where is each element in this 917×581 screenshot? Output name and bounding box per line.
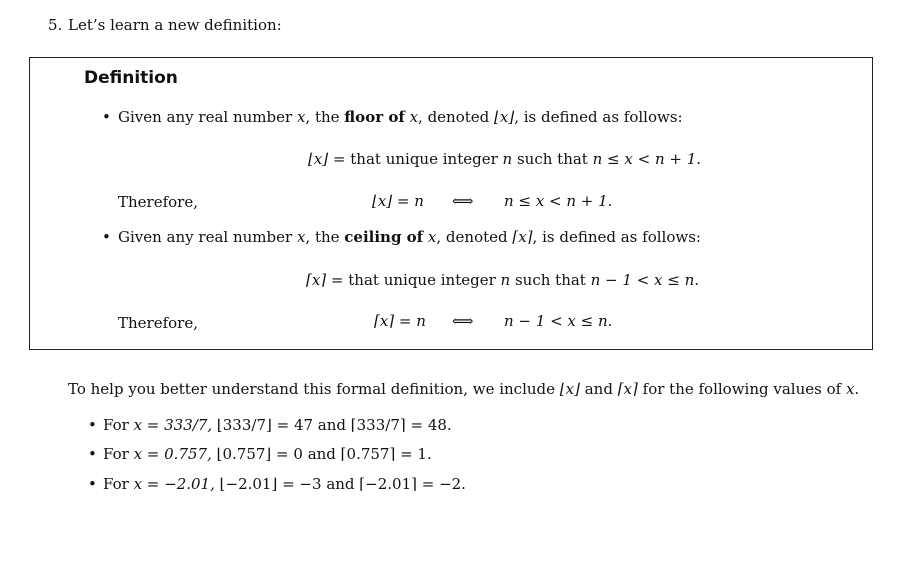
- floor-therefore-label: Therefore,: [118, 193, 198, 211]
- ceiling-text-post: , is defined as follows:: [532, 228, 701, 246]
- example-bullet: •: [88, 475, 97, 493]
- examples-intro-floor: ⌊x⌋: [559, 380, 580, 398]
- examples-intro: [68, 380, 859, 398]
- ceiling-text-pre: Given any real number: [118, 228, 297, 246]
- example-ceil: ⌈−2.01⌉ = −2.: [359, 475, 466, 493]
- floor-text-mid3: , denoted: [418, 108, 495, 126]
- floor-bold-term: floor of: [344, 108, 405, 126]
- ceiling-iff-right: n − 1 < x ≤ n.: [504, 312, 613, 330]
- definition-title: Definition: [84, 68, 178, 88]
- ceiling-formula-such: such that: [514, 271, 586, 289]
- list-item: [103, 416, 452, 434]
- question-number: 5.: [48, 16, 63, 34]
- ceiling-x2: x: [427, 228, 437, 246]
- floor-iff-left: ⌊x⌋ = n: [372, 192, 424, 210]
- ceiling-text-mid3: , denoted: [436, 228, 513, 246]
- ceiling-formula: [306, 271, 699, 289]
- question-intro: Let’s learn a new definition:: [68, 16, 282, 34]
- ceiling-formula-text: that unique integer: [348, 271, 496, 289]
- ceiling-iff-symbol: ⟺: [452, 312, 474, 330]
- bullet-ceiling: •: [102, 228, 111, 246]
- example-and: and: [313, 416, 351, 434]
- floor-iff-symbol: ⟺: [452, 192, 474, 210]
- examples-intro-x: x: [845, 380, 855, 398]
- example-ceil: ⌈333/7⌉ = 48.: [350, 416, 452, 434]
- example-bullet: •: [88, 416, 97, 434]
- floor-formula-right: n ≤ x < n + 1.: [592, 150, 702, 168]
- bullet-floor: •: [102, 108, 111, 126]
- examples-intro-ceil: ⌈x⌉: [617, 380, 638, 398]
- examples-intro-end: .: [854, 380, 860, 398]
- ceiling-iff-left: ⌈x⌉ = n: [374, 312, 426, 330]
- list-item: [103, 475, 466, 493]
- example-ceil: ⌈0.757⌉ = 1.: [340, 445, 432, 463]
- floor-text-mid1: , the: [305, 108, 345, 126]
- examples-intro-and: and: [579, 380, 618, 398]
- example-eq: x = −2.01,: [133, 475, 215, 493]
- examples-intro-pre: To help you better understand this formal definition, we include: [68, 380, 560, 398]
- floor-text-pre: Given any real number: [118, 108, 297, 126]
- example-and: and: [321, 475, 360, 493]
- example-eq: x = 0.757,: [133, 445, 212, 463]
- floor-formula-left: ⌊x⌋ =: [308, 150, 346, 168]
- floor-formula-such: such that: [516, 150, 588, 168]
- floor-formula-text: that unique integer: [350, 150, 498, 168]
- floor-formula-n: n: [502, 150, 513, 168]
- example-eq: x = 333/7,: [133, 416, 213, 434]
- example-and: and: [302, 445, 341, 463]
- floor-notation: ⌊x⌋: [494, 108, 515, 126]
- floor-x2: x: [409, 108, 419, 126]
- floor-definition-line: [118, 108, 683, 126]
- example-bullet: •: [88, 445, 97, 463]
- floor-text-post: , is defined as follows:: [514, 108, 683, 126]
- ceiling-x1: x: [296, 228, 306, 246]
- floor-iff-right: n ≤ x < n + 1.: [504, 192, 613, 210]
- examples-intro-post: for the following values of: [637, 380, 846, 398]
- ceiling-definition-line: [118, 228, 701, 246]
- ceiling-notation: ⌈x⌉: [512, 228, 533, 246]
- example-floor: ⌊0.757⌋ = 0: [216, 445, 303, 463]
- ceiling-therefore-label: Therefore,: [118, 314, 198, 332]
- example-label: For: [103, 445, 134, 463]
- ceiling-formula-right: n − 1 < x ≤ n.: [590, 271, 700, 289]
- floor-x1: x: [296, 108, 306, 126]
- example-floor: ⌊333/7⌋ = 47: [216, 416, 314, 434]
- example-floor: ⌊−2.01⌋ = −3: [219, 475, 322, 493]
- ceiling-formula-left: ⌈x⌉ =: [306, 271, 344, 289]
- ceiling-bold-term: ceiling of: [344, 228, 424, 246]
- ceiling-text-mid1: , the: [305, 228, 345, 246]
- list-item: [103, 445, 432, 463]
- ceiling-formula-n: n: [500, 271, 511, 289]
- floor-formula: [308, 150, 701, 168]
- example-label: For: [103, 475, 134, 493]
- example-label: For: [103, 416, 134, 434]
